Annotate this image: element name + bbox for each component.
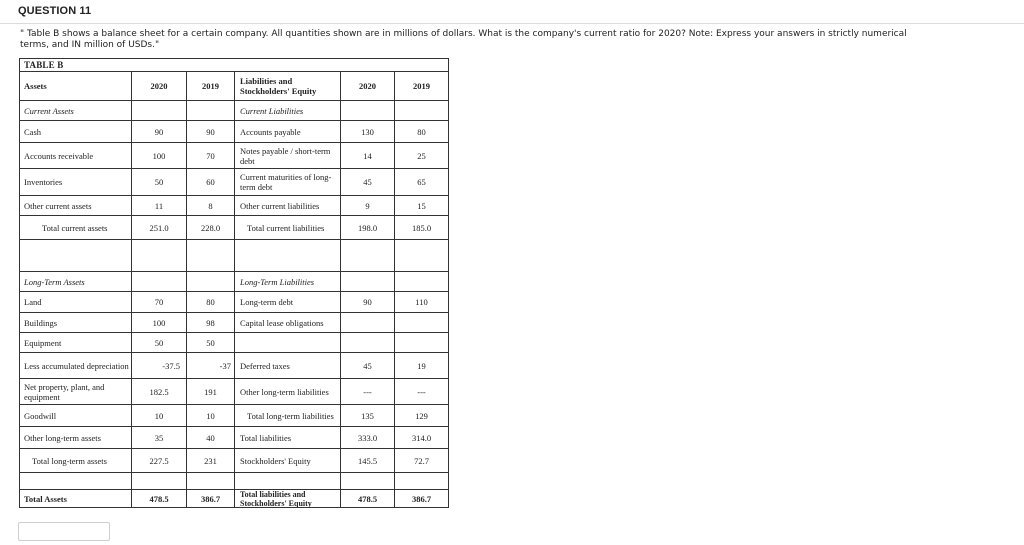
cell-asset-2019: 228.0	[187, 216, 235, 239]
cell-liab-label: Total liabilities	[235, 427, 341, 448]
cell-liab-2019	[395, 313, 448, 332]
cell-asset-label: Goodwill	[20, 405, 132, 426]
question-prompt: " Table B shows a balance sheet for a certain company. All quantities shown are in millions of dollars. What is the company's current ratio for 2020? Note: Express your answers in strictly numerical terms, and IN million of USDs."	[20, 29, 907, 50]
header-2019: 2019	[187, 72, 235, 100]
cell-liab-label	[235, 240, 341, 271]
header-liab-2019: 2019	[413, 81, 430, 91]
cell-asset-label: Accounts receivable	[20, 143, 132, 168]
cell-asset-2020: 227.5	[132, 449, 187, 472]
table-row	[20, 352, 448, 378]
cell-asset-2019: 60	[187, 169, 235, 195]
cell-liab-2019	[395, 240, 448, 271]
table-row	[20, 120, 448, 142]
cell-asset-2020	[132, 473, 187, 489]
cell-liab-2020: 198.0	[341, 216, 395, 239]
header-liab-2020: 2020	[341, 72, 395, 100]
cell-liab-2019	[395, 333, 448, 352]
cell-asset-2020	[132, 240, 187, 271]
header-liabilities: Liabilities and Stockholders' Equity	[235, 72, 341, 100]
cell-asset-label: Total long-term assets	[20, 449, 132, 472]
cell-asset-2019	[187, 272, 235, 291]
cell-asset-label: Land	[20, 292, 132, 312]
cell-asset-label: Net property, plant, and equipment	[20, 379, 132, 404]
cell-asset-2019	[187, 473, 235, 489]
cell-liab-label: Capital lease obligations	[235, 313, 341, 332]
cell-liab-2019	[395, 101, 448, 120]
cell-liab-label: Deferred taxes	[235, 353, 341, 378]
table-row	[20, 291, 448, 312]
cell-liab-2020	[341, 101, 395, 120]
table-row	[20, 426, 448, 448]
cell-liab-2019	[395, 473, 448, 489]
cell-liab-2019: 72.7	[414, 455, 429, 466]
table-row	[20, 142, 448, 168]
cell-asset-2020: -37.5	[132, 353, 187, 378]
cell-asset-2019	[187, 240, 235, 271]
cell-asset-label: Other current assets	[20, 196, 132, 215]
cell-asset-label: Current Assets	[20, 101, 132, 120]
cell-liab-label: Long-term debt	[235, 292, 341, 312]
table-header-row	[20, 71, 448, 100]
cell-asset-2019: 8	[187, 196, 235, 215]
cell-liab-2019: 25	[417, 150, 426, 161]
cell-liab-2019: 386.7	[411, 493, 432, 504]
cell-asset-label: Less accumulated depreciation	[20, 353, 132, 378]
cell-asset-2019	[187, 101, 235, 120]
cell-asset-2019: 50	[187, 333, 235, 352]
cell-liab-2020: 14	[341, 143, 395, 168]
cell-liab-2020: 45	[341, 353, 395, 378]
cell-asset-label: Total current assets	[20, 216, 132, 239]
cell-liab-label: Long-Term Liabilities	[235, 272, 341, 291]
cell-liab-2019: 185.0	[411, 222, 432, 233]
cell-asset-2019: 231	[187, 449, 235, 472]
cell-liab-label: Stockholders' Equity	[235, 449, 341, 472]
table-row	[20, 448, 448, 472]
table-name: TABLE B	[24, 60, 64, 70]
cell-asset-2019: -37	[187, 353, 235, 378]
cell-asset-label: Cash	[20, 121, 132, 142]
cell-liab-label: Other long-term liabilities	[235, 379, 341, 404]
table-row	[20, 312, 448, 332]
cell-asset-label: Long-Term Assets	[20, 272, 132, 291]
cell-asset-2019: 80	[187, 292, 235, 312]
cell-liab-2019: 110	[415, 297, 428, 307]
cell-asset-2020: 50	[132, 169, 187, 195]
cell-asset-2020: 478.5	[132, 490, 187, 507]
cell-asset-2020: 10	[132, 405, 187, 426]
cell-asset-2020: 35	[132, 427, 187, 448]
cell-liab-2020: ---	[341, 379, 395, 404]
cell-liab-2020: 333.0	[341, 427, 395, 448]
cell-asset-2019: 98	[187, 313, 235, 332]
table-row	[20, 332, 448, 352]
cell-liab-label: Current maturities of long-term debt	[235, 169, 341, 195]
cell-asset-2019: 70	[187, 143, 235, 168]
table-total-row	[20, 489, 448, 507]
cell-asset-2020: 100	[132, 143, 187, 168]
cell-liab-2020	[341, 473, 395, 489]
cell-liab-label	[235, 473, 341, 489]
cell-liab-2019: 19	[417, 360, 426, 371]
table-grid	[20, 71, 448, 507]
cell-liab-label: Current Liabilities	[235, 101, 341, 120]
cell-liab-2020: 130	[341, 121, 395, 142]
balance-sheet-table	[19, 58, 449, 508]
cell-liab-2020: 135	[341, 405, 395, 426]
table-row	[20, 378, 448, 404]
cell-liab-label: Accounts payable	[235, 121, 341, 142]
answer-input[interactable]	[18, 522, 110, 541]
cell-liab-2020: 145.5	[341, 449, 395, 472]
cell-asset-2020: 50	[132, 333, 187, 352]
cell-asset-label: Other long-term assets	[20, 427, 132, 448]
cell-liab-2020	[341, 333, 395, 352]
table-row	[20, 271, 448, 291]
cell-asset-2020: 90	[132, 121, 187, 142]
cell-liab-2020: 90	[341, 292, 395, 312]
cell-liab-2019: 129	[415, 410, 428, 421]
header-2020: 2020	[132, 72, 187, 100]
cell-asset-label	[20, 240, 132, 271]
cell-liab-2019: 15	[417, 200, 426, 211]
cell-liab-label: Total liabilities and Stockholders' Equity	[235, 490, 341, 507]
cell-asset-2019: 10	[187, 405, 235, 426]
table-row	[20, 100, 448, 120]
cell-asset-2019: 386.7	[187, 490, 235, 507]
cell-liab-2020	[341, 240, 395, 271]
cell-asset-label	[20, 473, 132, 489]
cell-asset-2020: 251.0	[132, 216, 187, 239]
cell-liab-label	[235, 333, 341, 352]
cell-liab-2020: 478.5	[341, 490, 395, 507]
table-row	[20, 168, 448, 195]
question-header	[0, 0, 1024, 24]
cell-liab-label: Other current liabilities	[235, 196, 341, 215]
cell-asset-2019: 90	[187, 121, 235, 142]
cell-asset-2020	[132, 101, 187, 120]
table-row	[20, 195, 448, 215]
cell-asset-label: Buildings	[20, 313, 132, 332]
cell-liab-label: Total current liabilities	[235, 216, 341, 239]
cell-asset-2019: 40	[187, 427, 235, 448]
cell-asset-2019: 191	[187, 379, 235, 404]
cell-asset-2020: 182.5	[132, 379, 187, 404]
cell-liab-label: Notes payable / short-term debt	[235, 143, 341, 168]
cell-liab-2020: 9	[341, 196, 395, 215]
cell-asset-2020: 70	[132, 292, 187, 312]
table-row	[20, 472, 448, 489]
table-row	[20, 404, 448, 426]
cell-liab-2020	[341, 272, 395, 291]
cell-liab-2019: ---	[417, 386, 426, 397]
cell-asset-label: Total Assets	[20, 490, 132, 507]
cell-asset-label: Equipment	[20, 333, 132, 352]
header-assets: Assets	[20, 72, 132, 100]
cell-asset-2020: 100	[132, 313, 187, 332]
cell-liab-2019	[395, 272, 448, 291]
cell-liab-2019: 314.0	[411, 432, 432, 443]
table-row	[20, 215, 448, 239]
cell-liab-label: Total long-term liabilities	[235, 405, 341, 426]
cell-liab-2020	[341, 313, 395, 332]
cell-asset-2020: 11	[132, 196, 187, 215]
cell-asset-label: Inventories	[20, 169, 132, 195]
table-row	[20, 239, 448, 271]
cell-liab-2019: 80	[417, 126, 426, 137]
cell-liab-2020: 45	[341, 169, 395, 195]
cell-asset-2020	[132, 272, 187, 291]
cell-liab-2019: 65	[417, 177, 426, 187]
question-title: QUESTION 11	[18, 5, 92, 17]
